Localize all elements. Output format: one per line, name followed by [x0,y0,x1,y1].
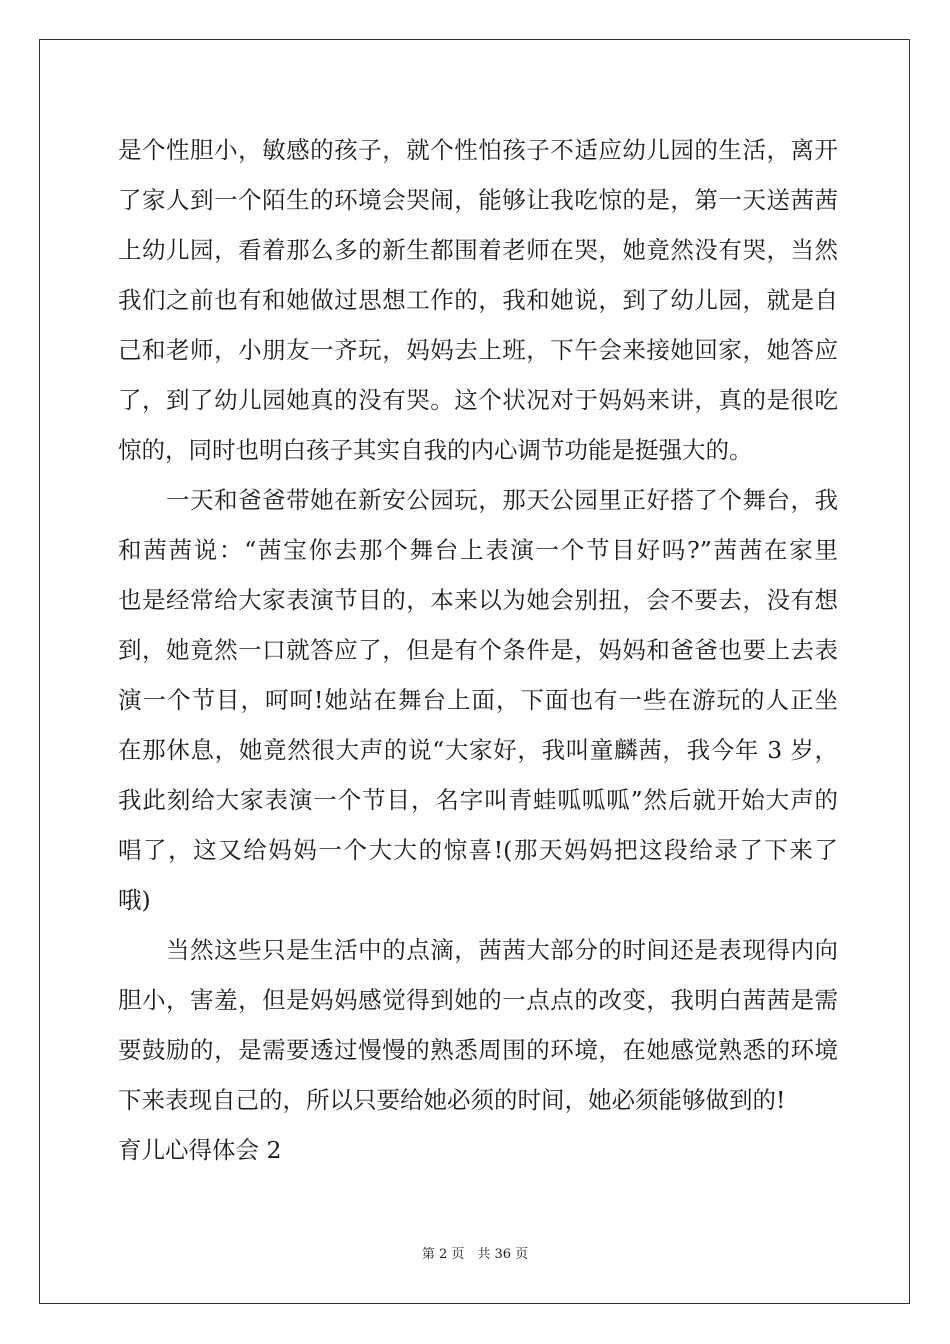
text-line: 演一个节目，呵呵!她站在舞台上面，下面也有一些在游玩的人正坐 [118,686,838,714]
text-line: 胆小，害羞，但是妈妈感觉得到她的一点点的改变，我明白茜茜是需 [118,986,838,1014]
text-line: 当然这些只是生活中的点滴，茜茜大部分的时间还是表现得内向 [118,936,838,964]
text-line: 也是经常给大家表演节目的，本来以为她会别扭，会不要去，没有想 [118,586,838,614]
text-line: 了，到了幼儿园她真的没有哭。这个状况对于妈妈来讲，真的是很吃 [118,386,838,414]
text-line: 是个性胆小，敏感的孩子，就个性怕孩子不适应幼儿园的生活，离开 [118,136,838,164]
text-line: 要鼓励的，是需要透过慢慢的熟悉周围的环境，在她感觉熟悉的环境 [118,1036,838,1064]
text-line: 惊的，同时也明白孩子其实自我的内心调节功能是挺强大的。 [118,436,753,464]
text-line: 一天和爸爸带她在新安公园玩，那天公园里正好搭了个舞台，我 [118,486,838,514]
text-line: 和茜茜说：“茜宝你去那个舞台上表演一个节目好吗?”茜茜在家里 [118,536,838,564]
text-line: 了家人到一个陌生的环境会哭闹，能够让我吃惊的是，第一天送茜茜 [118,186,838,214]
section-heading: 育儿心得体会 2 [118,1136,282,1164]
text-line: 上幼儿园，看着那么多的新生都围着老师在哭，她竟然没有哭，当然 [118,236,838,264]
text-line: 己和老师，小朋友一齐玩，妈妈去上班，下午会来接她回家，她答应 [118,336,838,364]
text-line: 我们之前也有和她做过思想工作的，我和她说，到了幼儿园，就是自 [118,286,838,314]
text-line: 哦) [118,886,151,914]
text-line: 唱了，这又给妈妈一个大大的惊喜!(那天妈妈把这段给录了下来了 [118,836,838,864]
text-line: 在那休息，她竟然很大声的说“大家好，我叫童麟茜，我今年 3 岁， [118,736,838,764]
text-line: 下来表现自己的，所以只要给她必须的时间，她必须能够做到的! [118,1086,786,1114]
text-line: 到，她竟然一口就答应了，但是有个条件是，妈妈和爸爸也要上去表 [118,636,838,664]
text-line: 我此刻给大家表演一个节目，名字叫青蛙呱呱呱”然后就开始大声的 [118,786,838,814]
page-number-footer: 第 2 页 共 36 页 [421,1247,529,1262]
